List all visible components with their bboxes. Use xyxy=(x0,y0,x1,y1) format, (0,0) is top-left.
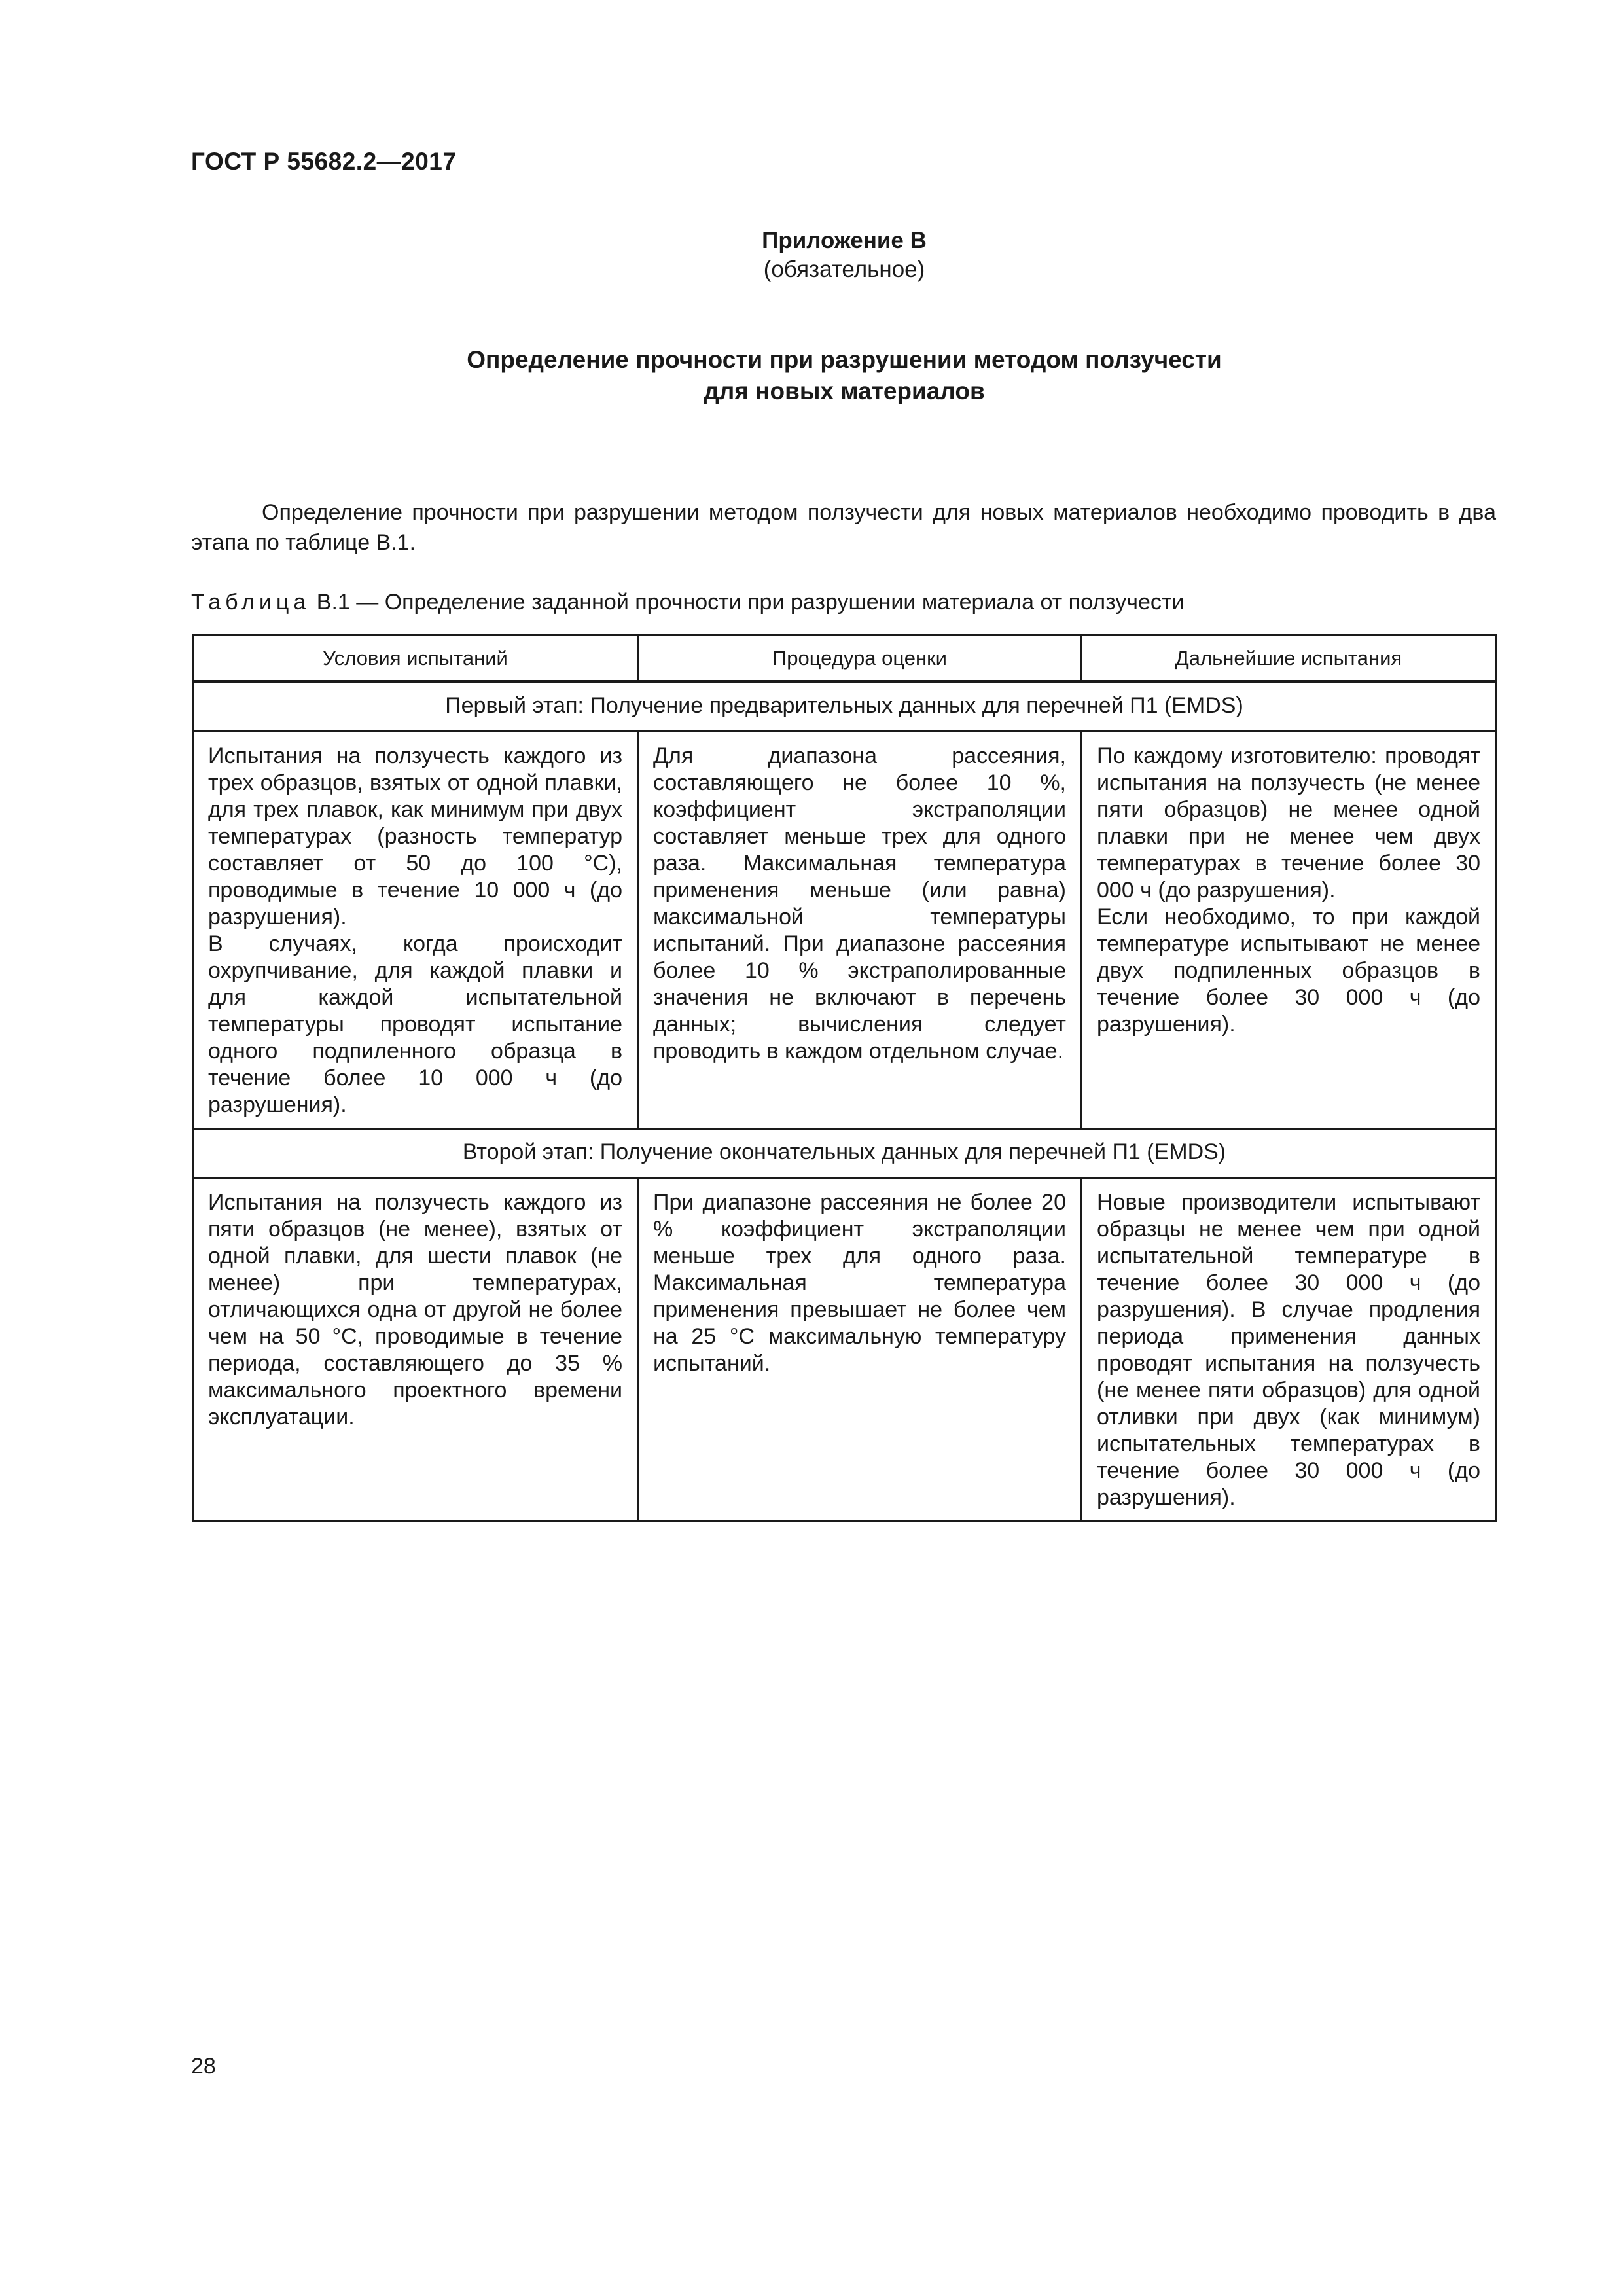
table-header-row xyxy=(193,635,1496,682)
section-title-line2: для новых материалов xyxy=(704,378,985,404)
document-code: ГОСТ Р 55682.2—2017 xyxy=(191,148,457,175)
intro-paragraph: Определение прочности при разрушении методом ползучести для новых материалов необходимо проводить в два этапа по таблице В.1. xyxy=(191,500,1496,555)
stage1-conditions: Испытания на ползучесть каждого из трех образцов, взятых от одной плавки, для трех плавок, как минимум при двух температурах (разность температур составляет от 50 до 100 °С), проводимые в течение 10 000 ч (до разрушения). xyxy=(208,744,622,929)
annex-heading xyxy=(0,226,1623,284)
table-caption xyxy=(191,588,1184,617)
stage2-conditions: Испытания на ползучесть каждого из пяти образцов (не менее), взятых от одной плавки, для шести плавок (не менее) при температурах, отличающихся одна от другой не более чем на 50 °С, проводимые в течение периода, составляющего до 35 % максимального проектного времени эксплуатации. xyxy=(193,1178,638,1522)
stage1-conditions-extra: В случаях, когда происходит охрупчивание, для каждой плавки и для каждой испытательной температуры проводят испытание одного подпиленного образца в течение более 10 000 ч (до разрушения). xyxy=(208,931,622,1117)
creep-strength-table xyxy=(192,634,1497,1522)
stage1-title: Первый этап: Получение предварительных данных для перечней П1 (EMDS) xyxy=(193,682,1496,732)
stage2-further: Новые производители испытывают образцы не менее чем при одной испытательной температуре в течение более 30 000 ч (до разрушения). В случае продления периода применения данных проводят испытания на ползучесть (не менее пяти образцов) для одной отливки при двух (как минимум) испытательных температурах в течение более 30 000 ч (до разрушения). xyxy=(1082,1178,1496,1522)
page-number: 28 xyxy=(191,2054,216,2079)
table-caption-label: Таблица xyxy=(191,590,311,615)
annex-title: Приложение В xyxy=(762,228,927,253)
stage1-title-row xyxy=(193,682,1496,732)
header-conditions: Условия испытаний xyxy=(193,635,638,682)
stage1-content-row xyxy=(193,732,1496,1129)
stage2-evaluation: При диапазоне рассеяния не более 20 % коэффициент экстраполяции меньше трех для одного раза. Максимальная температура применения превышает не более чем на 25 °С максимальную температуру испытаний. xyxy=(638,1178,1082,1522)
stage1-further: По каждому изготовителю: проводят испытания на ползучесть (не менее пяти образцов) не менее одной плавки при не менее чем двух температурах в течение более 30 000 ч (до разрушения). xyxy=(1097,744,1480,903)
section-title xyxy=(0,344,1623,407)
header-further-tests: Дальнейшие испытания xyxy=(1082,635,1496,682)
stage1-conditions-cell xyxy=(193,732,638,1129)
stage2-title-row xyxy=(193,1129,1496,1178)
section-title-line1: Определение прочности при разрушении методом ползучести xyxy=(467,346,1222,373)
stage1-further-cell xyxy=(1082,732,1496,1129)
stage1-further-extra: Если необходимо, то при каждой температуре испытывают не менее двух подпиленных образцов в течение более 30 000 ч (до разрушения). xyxy=(1097,905,1480,1037)
stage1-evaluation: Для диапазона рассеяния, составляющего не более 10 %, коэффициент экстраполяции составляет меньше трех для одного раза. Максимальная температура применения меньше (или равна) максимальной температуры испытаний. При диапазоне рассеяния более 10 % экстраполированные значения не включают в перечень данных; вычисления следует проводить в каждом отдельном случае. xyxy=(638,732,1082,1129)
header-evaluation: Процедура оценки xyxy=(638,635,1082,682)
table-caption-text: В.1 — Определение заданной прочности при разрушении материала от ползучести xyxy=(316,590,1185,615)
stage2-content-row xyxy=(193,1178,1496,1522)
stage2-title: Второй этап: Получение окончательных данных для перечней П1 (EMDS) xyxy=(193,1129,1496,1178)
annex-status: (обязательное) xyxy=(763,257,925,282)
